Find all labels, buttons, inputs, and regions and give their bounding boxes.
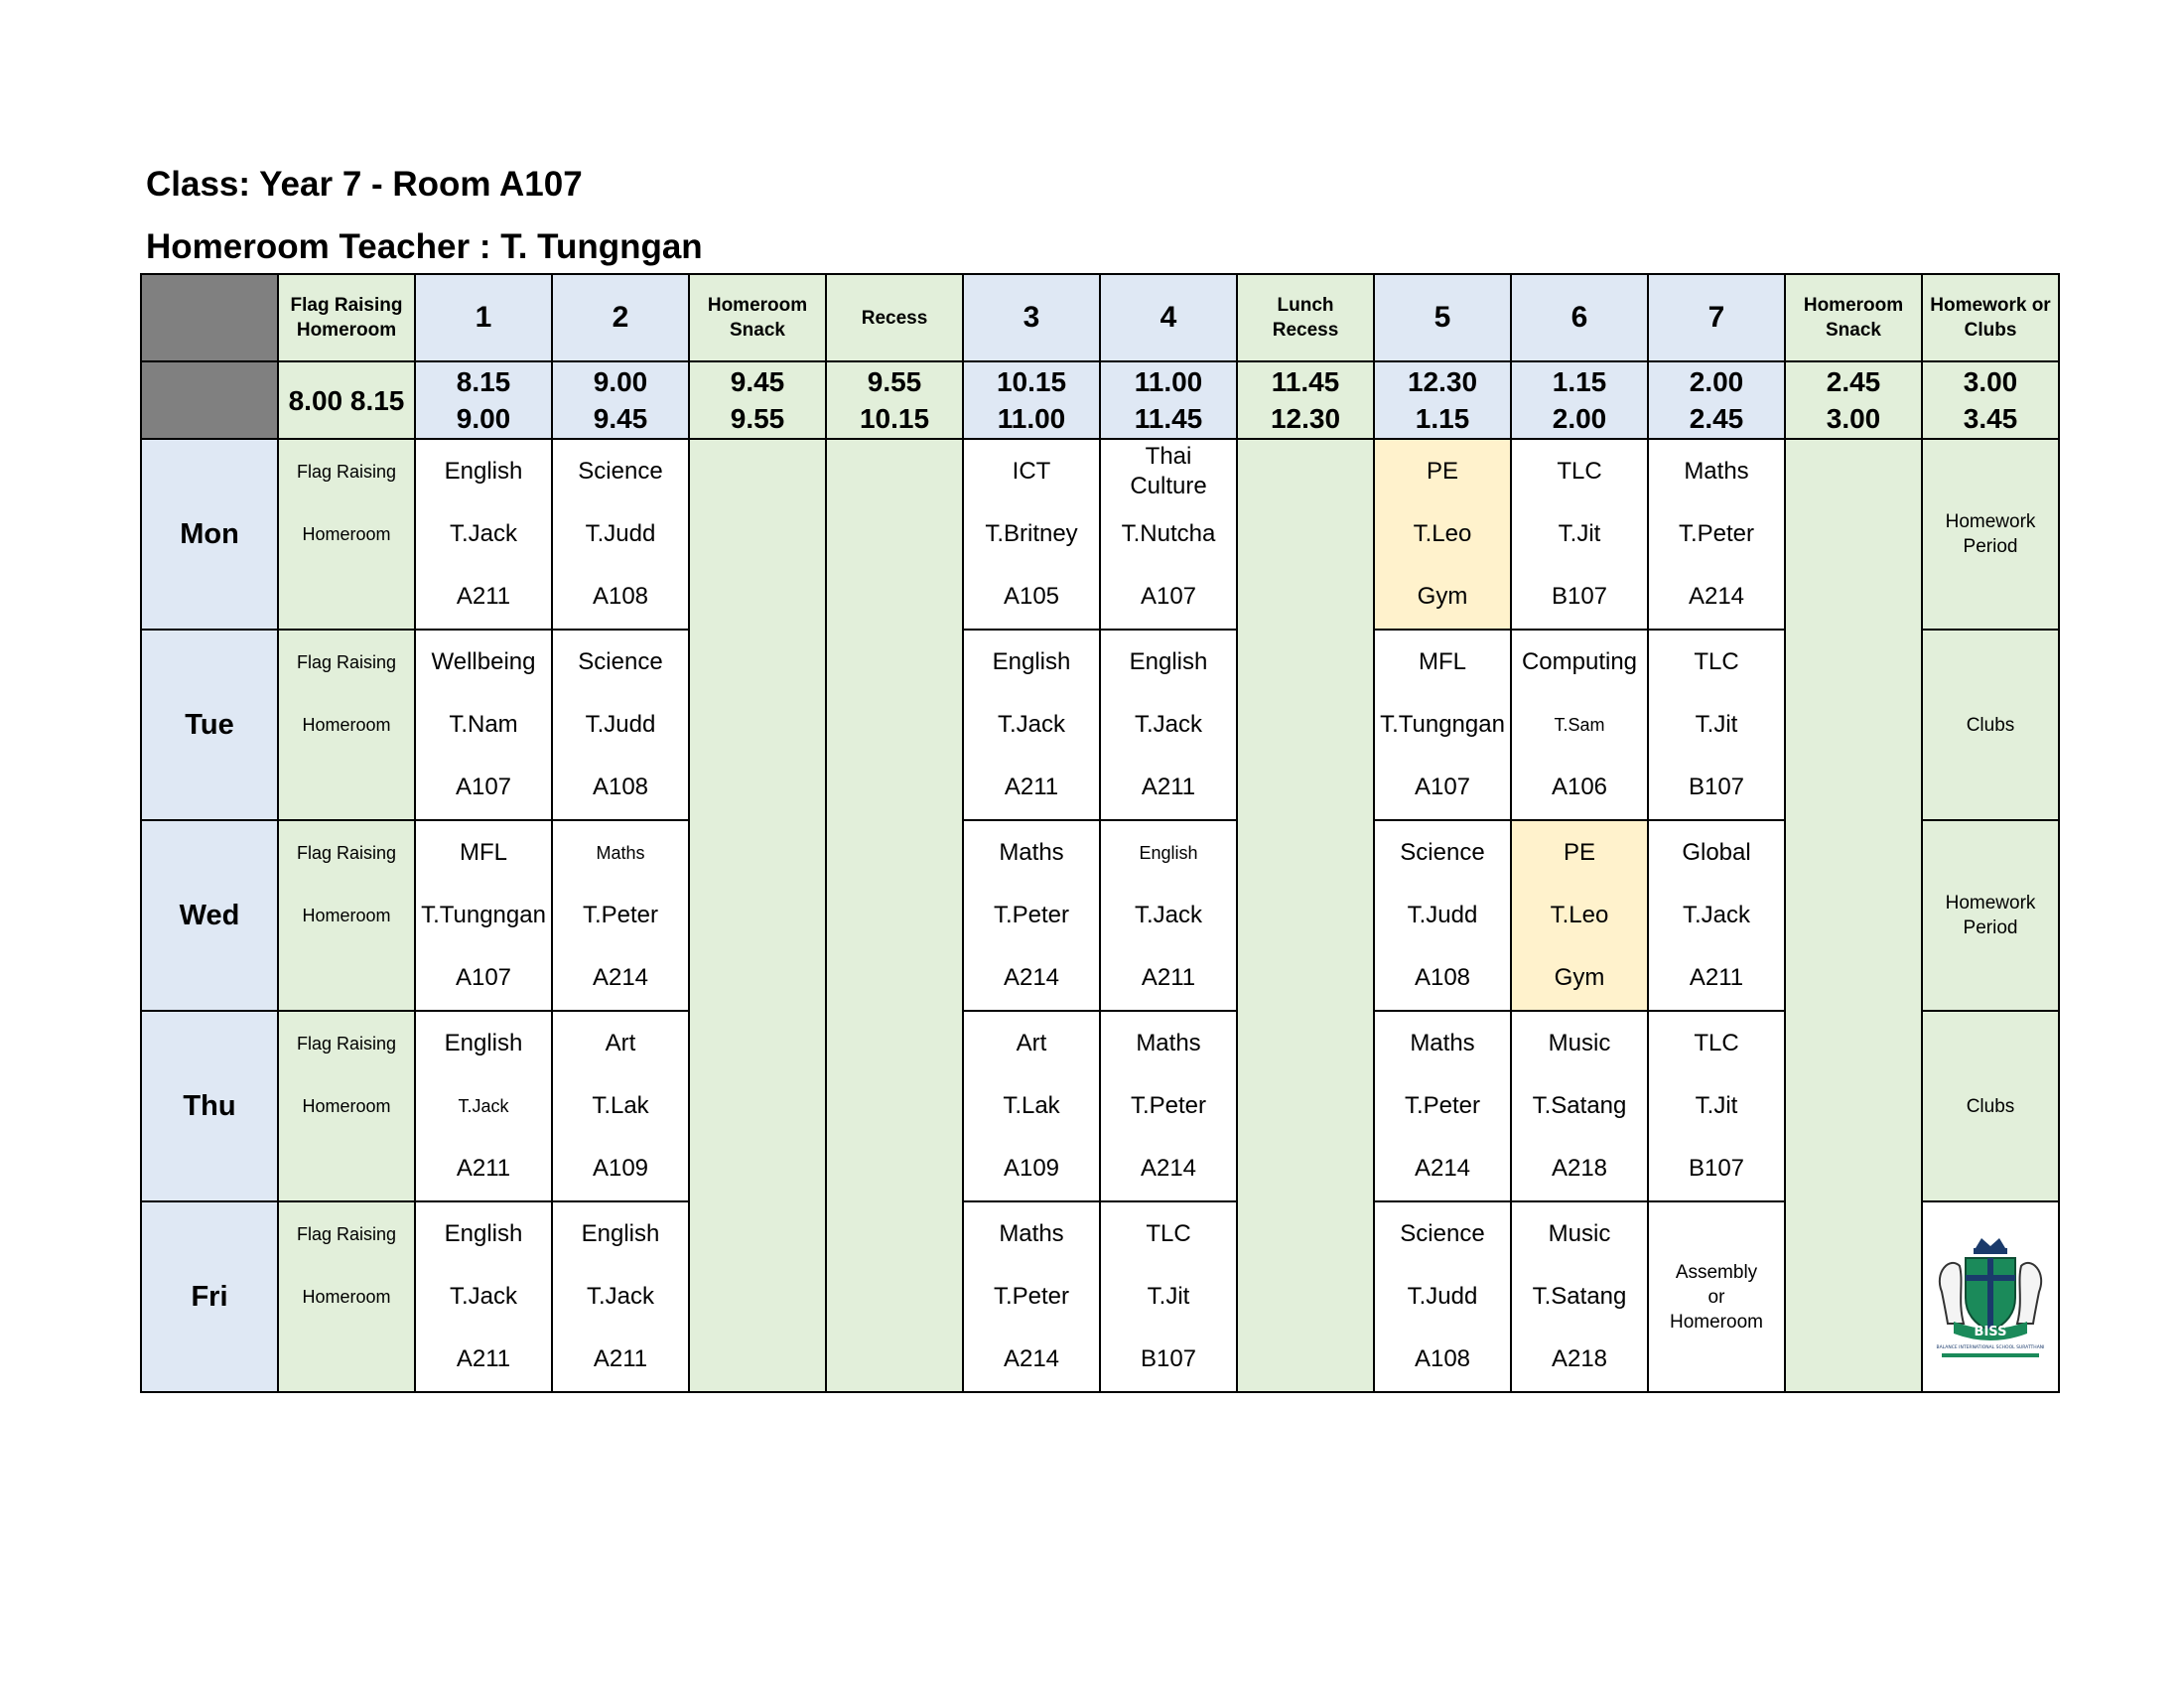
blank-line [279,1138,414,1200]
logo-text: BISS [1974,1325,2007,1339]
subject-text: English [581,1219,660,1247]
lesson-stack [1649,440,1784,629]
time-label: 3.00 3.45 [1963,366,2018,434]
lesson-cell-p3 [963,820,1100,1011]
lesson-stack [1512,1202,1647,1391]
time-label: 11.45 12.30 [1270,366,1341,434]
teacher-text: T.Jit [1558,519,1601,547]
lesson-stack [1649,1012,1784,1200]
header-label: 4 [1160,301,1177,334]
teacher-text: T.Tungngan [421,901,546,928]
subject-text: Computing [1521,647,1638,675]
lesson-stack [1512,631,1647,819]
lesson-stack [1375,821,1510,1010]
time-cell [141,361,278,439]
teacher-text: T.Satang [1532,1091,1627,1119]
teacher-text: T.Jack [449,519,517,547]
header-cell [278,274,415,361]
subject-text: TLC [1694,1029,1739,1056]
teacher-text: T.Peter [993,1282,1070,1310]
biss-crest-icon [1924,1232,2057,1361]
flag-raising-text: Flag Raising [296,842,397,863]
room-text: A211 [593,1345,648,1373]
lesson-stack [1512,440,1647,629]
lesson-stack [553,1012,688,1200]
blank-line [279,566,414,629]
header-label: 1 [475,301,492,334]
room-text: A107 [1414,774,1471,801]
homework-clubs-cell: Homework Period [1922,439,2059,630]
recess-break [826,439,963,1392]
lesson-cell-p1 [415,439,552,630]
room-text: A211 [1141,964,1196,992]
teacher-text: T.Jack [586,1282,654,1310]
lesson-stack [1101,1202,1236,1391]
lesson-stack [1101,440,1236,629]
lesson-cell-p1 [415,1011,552,1201]
subject-text: Maths [1684,457,1749,485]
header-label: 5 [1433,301,1451,334]
time-cell [963,361,1100,439]
flag-homeroom-stack [279,440,414,629]
day-row-mon [141,439,2059,630]
homeroom-teacher-title: Homeroom Teacher : T. Tungngan [146,227,703,266]
subject-text: Music [1548,1219,1611,1247]
lesson-stack [553,440,688,629]
teacher-text: T.Jack [1134,710,1202,738]
time-label: 1.15 2.00 [1552,366,1607,434]
lesson-stack [416,440,551,629]
lesson-stack [1375,1012,1510,1200]
time-label: 8.00 8.15 [288,384,405,416]
header-cell [552,274,689,361]
lesson-cell-p3 [963,630,1100,820]
flag-raising-text: Flag Raising [296,1033,397,1054]
lesson-cell-p2 [552,439,689,630]
subject-text: PE [1563,838,1595,866]
day-label: Mon [141,439,278,630]
flag-raising-text: Flag Raising [296,651,397,672]
subject-text: Maths [596,842,645,863]
header-cell [141,274,278,361]
homeroom-text: Homeroom [302,523,391,544]
time-cell [1511,361,1648,439]
homeroom-text: Homeroom [302,1095,391,1116]
room-text: Gym [1554,964,1605,992]
header-label: Homework or Clubs [1930,295,2051,341]
room-text: B107 [1688,1155,1745,1183]
header-cell [1785,274,1922,361]
header-label: Lunch Recess [1272,295,1339,341]
header-row [141,274,2059,361]
room-text: A108 [1414,964,1471,992]
time-cell [689,361,826,439]
header-cell [1648,274,1785,361]
teacher-text: T.Sam [1554,714,1605,735]
room-text: A107 [455,774,512,801]
teacher-text: T.Satang [1532,1282,1627,1310]
teacher-text: T.Jit [1695,710,1738,738]
flag-homeroom-stack [279,821,414,1010]
time-cell [826,361,963,439]
teacher-text: T.Lak [592,1091,649,1119]
subject-text: Global [1682,838,1751,866]
teacher-text: T.Jack [1682,901,1750,928]
lesson-cell-p4 [1100,630,1237,820]
room-text: A108 [592,774,649,801]
lesson-cell-p1 [415,1201,552,1392]
room-text: A218 [1551,1155,1608,1183]
subject-text: English [1139,842,1198,863]
teacher-text: T.Jit [1695,1091,1738,1119]
subject-text: Maths [999,1219,1064,1247]
lesson-cell-p7 [1648,1011,1785,1201]
header-cell [689,274,826,361]
lesson-cell-p5 [1374,439,1511,630]
time-label: 9.00 9.45 [593,366,648,434]
subject-text: TLC [1557,457,1602,485]
flag-raising-homeroom-cell [278,820,415,1011]
flag-raising-homeroom-cell [278,1011,415,1201]
lesson-stack [1375,440,1510,629]
subject-text: Thai Culture [1130,442,1207,499]
lesson-stack [1649,631,1784,819]
room-text: A211 [1141,774,1196,801]
room-text: A214 [1003,964,1060,992]
room-text: B107 [1551,583,1608,611]
teacher-text: T.Peter [582,901,659,928]
afternoon-snack-break [1785,439,1922,1392]
room-text: A211 [1689,964,1744,992]
lesson-stack [416,1202,551,1391]
lesson-cell-p7 [1648,439,1785,630]
subject-text: ICT [1012,457,1051,485]
lesson-stack [553,631,688,819]
day-label: Thu [141,1011,278,1201]
subject-text: TLC [1694,647,1739,675]
header-cell [415,274,552,361]
teacher-text: T.Nutcha [1121,519,1216,547]
subject-text: Maths [1410,1029,1475,1056]
subject-text: English [444,1219,523,1247]
subject-text: Art [605,1029,636,1056]
header-cell [963,274,1100,361]
lesson-stack [964,821,1099,1010]
lesson-cell-p2 [552,1201,689,1392]
room-text: A218 [1551,1345,1608,1373]
time-cell [415,361,552,439]
time-label: 12.30 1.15 [1407,366,1478,434]
subject-text: English [1129,647,1208,675]
lesson-cell-p2 [552,630,689,820]
lesson-cell-p1 [415,630,552,820]
lesson-cell-p1 [415,820,552,1011]
subject-text: English [444,457,523,485]
lesson-stack [416,1012,551,1200]
teacher-text: T.Jack [449,1282,517,1310]
subject-text: Maths [1136,1029,1201,1056]
time-label: 2.00 2.45 [1689,366,1744,434]
teacher-text: T.Peter [993,901,1070,928]
class-title: Class: Year 7 - Room A107 [146,165,583,204]
teacher-text: T.Britney [985,519,1078,547]
teacher-text: T.Jack [997,710,1065,738]
lesson-cell-p6 [1511,820,1648,1011]
lesson-stack [1375,1202,1510,1391]
lunch-recess-break [1237,439,1374,1392]
homeroom-text: Homeroom [302,905,391,925]
teacher-text: T.Tungngan [1380,710,1505,738]
room-text: A105 [1003,583,1060,611]
lesson-stack [1512,821,1647,1010]
assembly-cell: Assembly or Homeroom [1648,1201,1785,1392]
lesson-stack [964,1012,1099,1200]
subject-text: TLC [1146,1219,1191,1247]
day-label: Fri [141,1201,278,1392]
time-label: 2.45 3.00 [1826,366,1881,434]
lesson-cell-p4 [1100,1011,1237,1201]
header-cell [1511,274,1648,361]
header-label: Homeroom Snack [1803,295,1904,341]
time-cell [278,361,415,439]
room-text: A211 [456,583,511,611]
teacher-text: T.Nam [449,710,518,738]
lesson-cell-p2 [552,820,689,1011]
homework-clubs-cell: Clubs [1922,630,2059,820]
room-text: A211 [456,1345,511,1373]
subject-text: Science [578,647,663,675]
time-label: 11.00 11.45 [1134,366,1203,434]
header-cell [1237,274,1374,361]
lesson-stack [1101,821,1236,1010]
subject-text: Wellbeing [431,647,536,675]
teacher-text: T.Peter [1678,519,1755,547]
teacher-text: T.Judd [585,519,656,547]
time-row [141,361,2059,439]
subject-text: MFL [460,838,507,866]
lesson-cell-p6 [1511,1201,1648,1392]
lesson-cell-p5 [1374,630,1511,820]
header-label: Homeroom Snack [707,295,808,341]
timetable-body [141,274,2059,1392]
room-text: B107 [1688,774,1745,801]
lesson-stack [1375,631,1510,819]
header-cell [1100,274,1237,361]
room-text: A109 [592,1155,649,1183]
time-cell [1374,361,1511,439]
timetable [140,273,2060,1393]
header-cell [1374,274,1511,361]
subject-text: Science [578,457,663,485]
header-label: Recess [861,307,928,329]
time-cell [552,361,689,439]
lesson-stack [416,631,551,819]
teacher-text: T.Jack [458,1095,509,1116]
room-text: A107 [455,964,512,992]
room-text: A214 [1414,1155,1471,1183]
header-label: 2 [612,301,629,334]
teacher-text: T.Lak [1003,1091,1060,1119]
day-row-thu [141,1011,2059,1201]
subject-text: Science [1400,1219,1485,1247]
homework-clubs-cell: Clubs [1922,1011,2059,1201]
flag-homeroom-stack [279,1012,414,1200]
subject-text: Maths [999,838,1064,866]
room-text: A214 [1688,583,1745,611]
lesson-stack [1512,1012,1647,1200]
time-cell [1100,361,1237,439]
lesson-stack [553,821,688,1010]
teacher-text: T.Judd [1407,901,1478,928]
lesson-cell-p3 [963,1011,1100,1201]
blank-line [279,1329,414,1391]
time-cell [1237,361,1374,439]
homeroom-text: Homeroom [302,1286,391,1307]
time-label: 9.55 10.15 [859,366,930,434]
homework-clubs-cell: Homework Period [1922,820,2059,1011]
flag-raising-homeroom-cell [278,439,415,630]
lesson-stack [553,1202,688,1391]
subject-text: English [444,1029,523,1056]
lesson-cell-p5 [1374,1201,1511,1392]
time-cell [1648,361,1785,439]
header-label: Flag Raising Homeroom [290,295,403,341]
lesson-cell-p3 [963,439,1100,630]
day-label: Wed [141,820,278,1011]
lesson-cell-p4 [1100,820,1237,1011]
header-label: 3 [1023,301,1040,334]
room-text: A211 [456,1155,511,1183]
lesson-cell-p7 [1648,820,1785,1011]
homeroom-snack-break [689,439,826,1392]
subject-text: PE [1426,457,1458,485]
room-text: A109 [1003,1155,1060,1183]
teacher-text: T.Peter [1404,1091,1481,1119]
time-cell [1785,361,1922,439]
lesson-stack [1101,631,1236,819]
subject-text: Science [1400,838,1485,866]
flag-homeroom-stack [279,1202,414,1391]
teacher-text: T.Jit [1147,1282,1190,1310]
teacher-text: T.Judd [585,710,656,738]
room-text: A214 [1003,1345,1060,1373]
room-text: A214 [1140,1155,1197,1183]
day-row-tue [141,630,2059,820]
lesson-cell-p4 [1100,1201,1237,1392]
time-label: 10.15 11.00 [996,366,1067,434]
header-cell [1922,274,2059,361]
room-text: B107 [1140,1345,1197,1373]
room-text: A211 [1004,774,1059,801]
subject-text: English [992,647,1071,675]
lesson-cell-p6 [1511,1011,1648,1201]
lesson-cell-p2 [552,1011,689,1201]
teacher-text: T.Leo [1550,901,1609,928]
lesson-stack [964,440,1099,629]
school-logo [1923,1202,2058,1391]
room-text: Gym [1417,583,1468,611]
lesson-stack [964,1202,1099,1391]
lesson-stack [1101,1012,1236,1200]
subject-text: Music [1548,1029,1611,1056]
day-row-wed [141,820,2059,1011]
room-text: A108 [592,583,649,611]
logo-caption: BALANCE INTERNATIONAL SCHOOL SURATTHANI [1936,1345,2045,1350]
lesson-stack [1649,821,1784,1010]
header-label: 6 [1570,301,1588,334]
blank-line [279,757,414,819]
flag-homeroom-stack [279,631,414,819]
blank-line [279,947,414,1010]
teacher-text: T.Leo [1413,519,1472,547]
room-text: A107 [1140,583,1197,611]
day-row-fri [141,1201,2059,1392]
subject-text: Art [1016,1029,1047,1056]
lesson-cell-p4 [1100,439,1237,630]
lesson-stack [964,631,1099,819]
school-logo-cell [1922,1201,2059,1392]
room-text: A106 [1551,774,1608,801]
flag-raising-text: Flag Raising [296,1223,397,1244]
lesson-cell-p6 [1511,439,1648,630]
flag-raising-homeroom-cell [278,630,415,820]
flag-raising-text: Flag Raising [296,461,397,482]
lesson-stack [416,821,551,1010]
teacher-text: T.Judd [1407,1282,1478,1310]
lesson-cell-p3 [963,1201,1100,1392]
time-label: 9.45 9.55 [730,366,785,434]
header-cell [826,274,963,361]
time-cell [1922,361,2059,439]
lesson-cell-p6 [1511,630,1648,820]
teacher-text: T.Peter [1130,1091,1207,1119]
time-label: 8.15 9.00 [456,366,511,434]
header-label: 7 [1707,301,1725,334]
lesson-cell-p5 [1374,820,1511,1011]
subject-text: MFL [1419,647,1466,675]
teacher-text: T.Jack [1134,901,1202,928]
flag-raising-homeroom-cell [278,1201,415,1392]
day-label: Tue [141,630,278,820]
lesson-cell-p5 [1374,1011,1511,1201]
room-text: A214 [592,964,649,992]
room-text: A108 [1414,1345,1471,1373]
homeroom-text: Homeroom [302,714,391,735]
lesson-cell-p7 [1648,630,1785,820]
